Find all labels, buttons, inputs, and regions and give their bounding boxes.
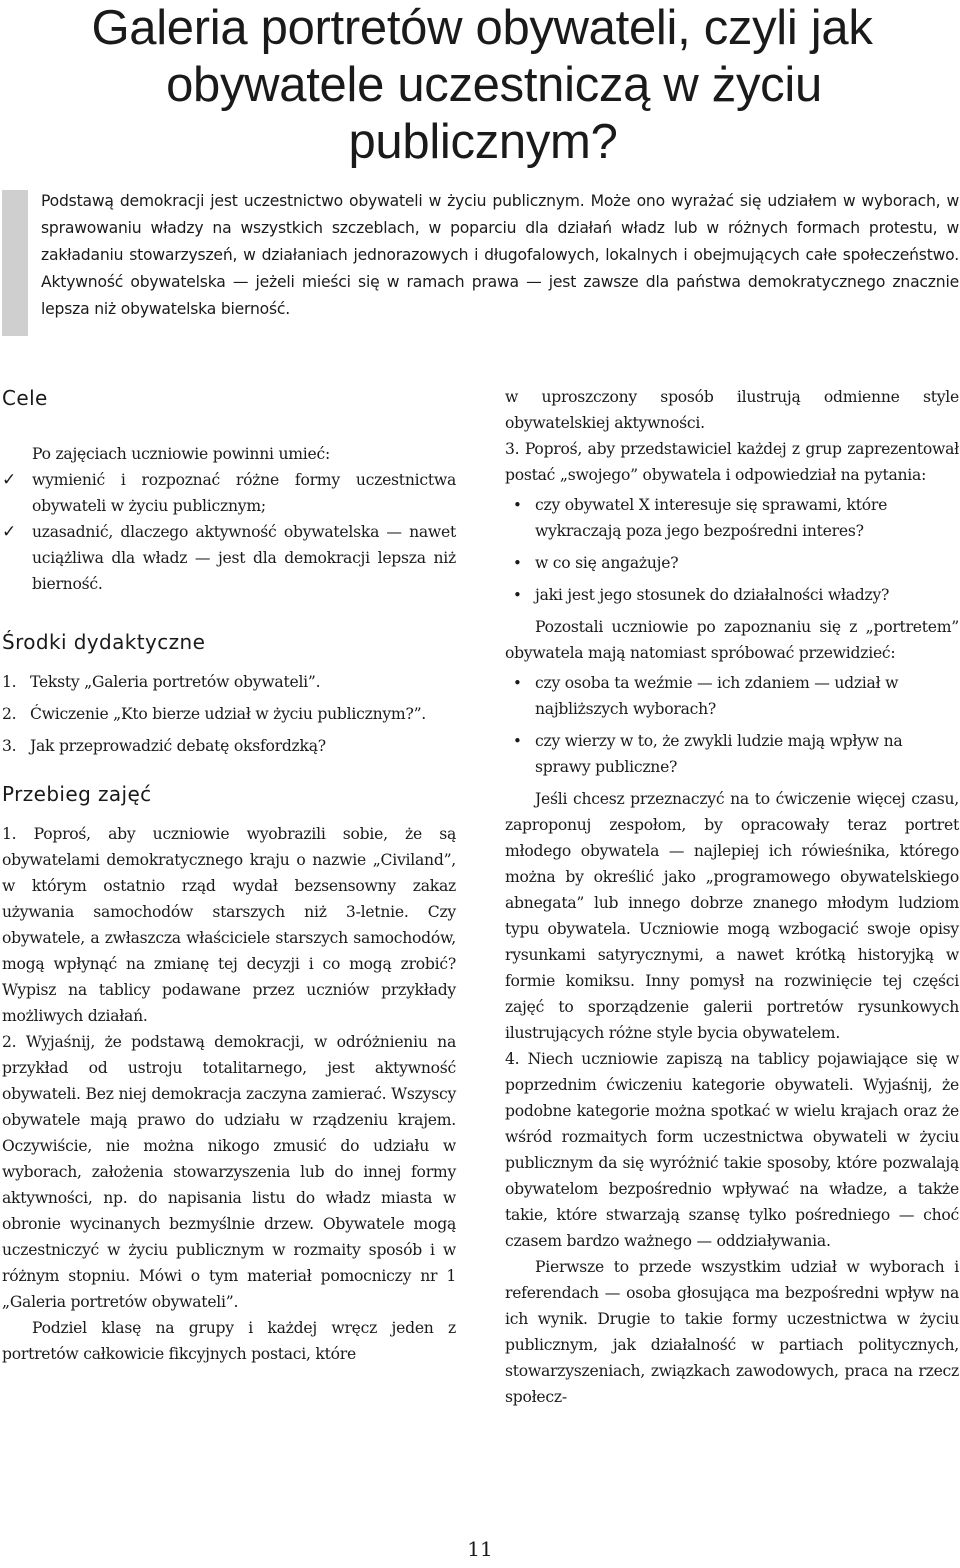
- bullet-icon: •: [513, 674, 522, 692]
- list-number: 3.: [2, 737, 17, 755]
- right-column: [505, 384, 959, 1410]
- przebieg-paragraph-3: Podziel klasę na grupy i każdej wręcz jeden z portretów całkowicie fikcyjnych postaci, które: [2, 1319, 456, 1363]
- srodki-list: [2, 669, 456, 759]
- left-column: [2, 383, 456, 1367]
- przebieg-paragraph-1: 1. Poproś, aby uczniowie wyobrazili sobie, że są obywatelami demokratycznego kraju o nazwie „Civiland”, w którym ostatnio rząd wydał bezsensowny zakaz używania samochodów starszych niż 3-letnie. Czy obywatele, a zwłaszcza właściciele starszych samochodów, mogą wpłynąć na zmianę tej decyzji i co mogą zrobić? Wypisz na tablicy podawane przez uczniów przykłady możliwych działań.: [2, 825, 456, 1025]
- questions-list-1: [505, 492, 959, 608]
- list-item: [2, 467, 456, 519]
- step-4-paragraph: 4. Niech uczniowie zapiszą na tablicy pojawiające się w poprzednim ćwiczeniu kategorie obywateli. Wyjaśnij, że podobne kategorie można spotkać w wielu krajach oraz że wśród rozmaitych form uczestnictwa obywateli w życiu publicznym da się wyróżnić takie sposoby, które pozwalają obywatelom bezpośrednio wpływać na władze, a także takie, które stwarzają szansę tylko pośredniego — choć czasem bardzo ważnego — oddziaływania.: [505, 1050, 959, 1250]
- intro-paragraph: Podstawą demokracji jest uczestnictwo obywateli w życiu publicznym. Może ono wyrażać się udziałem w wyborach, w sprawowaniu władzy na wszystkich szczeblach, w poparciu dla działań władz lub w różnych formach protestu, w zakładaniu stowarzyszeń, w działaniach jednorazowych i długofalowych, lokalnych i obejmujących całe społeczeństwo. Aktywność obywatelska — jeżeli mieści się w ramach prawa — jest zawsze dla państwa demokratycznego znacznie lepsza niż obywatelska bierność.: [41, 192, 959, 318]
- continued-paragraph: w uproszczony sposób ilustrują odmienne style obywatelskiej aktywności.: [505, 388, 959, 432]
- srodki-item-text: Ćwiczenie „Kto bierze udział w życiu publicznym?”.: [30, 705, 426, 723]
- cele-lead: Po zajęciach uczniowie powinni umieć:: [32, 445, 330, 463]
- question-text: w co się angażuje?: [535, 554, 679, 572]
- section-heading-przebieg: Przebieg zajęć: [2, 782, 152, 806]
- list-item: [505, 582, 959, 608]
- question-text: jaki jest jego stosunek do działalności władzy?: [535, 586, 890, 604]
- srodki-item-text: Jak przeprowadzić debatę oksfordzką?: [30, 737, 326, 755]
- bullet-icon: •: [513, 496, 522, 514]
- step-3-paragraph: 3. Poproś, aby przedstawiciel każdej z grup zaprezentował postać „swojego” obywatela i odpowiedział na pytania:: [505, 440, 959, 484]
- przebieg-paragraph-2: 2. Wyjaśnij, że podstawą demokracji, w odróżnieniu na przykład od ustroju totalitarnego, jest aktywność obywateli. Bez niej demokracja zaczyna zamierać. Wszyscy obywatele mają prawo do udziału w rządzeniu krajem. Oczywiście, nie można nikogo zmusić do udziału w wyborach, założenia stowarzyszenia lub do innej formy aktywności, np. do napisania listu do władz miasta w obronie wycinanych bezmyślnie drzew. Obywatele mogą uczestniczyć w życiu publicznym w rozmaity sposób i w różnym stopniu. Mówi o tym materiał pomocniczy nr 1 „Galeria portretów obywateli”.: [2, 1033, 456, 1311]
- bullet-icon: •: [513, 732, 522, 750]
- extra-time-paragraph: Jeśli chcesz przeznaczyć na to ćwiczenie więcej czasu, zaproponuj zespołom, by opracowały teraz portret młodego obywatela — najlepiej ich rówieśnika, którego można by określić jako „programowego obywatelskiego abnegata” lub innego dobrze znanego młodym ludziom typu obywatela. Uczniowie mogą wzbogacić swoje opisy rysunkami satyrycznymi, a nawet krótką historyjką w formie komiksu. Inny pomysł na rozwinięcie tej części zajęć to sporządzenie galerii portretów rysunkowych ilustrujących różne style bycia obywatelem.: [505, 790, 959, 1042]
- cele-list: [2, 467, 456, 597]
- bullet-icon: •: [513, 554, 522, 572]
- section-heading-srodki: Środki dydaktyczne: [2, 630, 206, 654]
- list-number: 2.: [2, 705, 17, 723]
- list-item: [505, 550, 959, 576]
- list-item: [2, 733, 456, 759]
- checkmark-icon: ✓: [2, 522, 16, 542]
- list-item: [505, 670, 959, 722]
- section-heading-cele: Cele: [2, 386, 48, 410]
- cele-item-text: wymienić i rozpoznać różne formy uczestnictwa obywateli w życiu publicznym;: [32, 471, 456, 515]
- list-item: [505, 492, 959, 544]
- others-paragraph: Pozostali uczniowie po zapoznaniu się z „portretem” obywatela mają natomiast spróbować przewidzieć:: [505, 618, 959, 662]
- list-item: [2, 669, 456, 695]
- page-title: [0, 0, 960, 171]
- intro-side-bar: [2, 190, 28, 336]
- question-text: czy wierzy w to, że zwykli ludzie mają wpływ na sprawy publiczne?: [535, 732, 903, 776]
- cele-item-text: uzasadnić, dlaczego aktywność obywatelska — nawet uciążliwa dla władz — jest dla demokracji lepsza niż bierność.: [32, 523, 456, 593]
- question-text: czy obywatel X interesuje się sprawami, które wykraczają poza jego bezpośredni interes?: [535, 496, 888, 540]
- list-item: [505, 728, 959, 780]
- title-line-3: publicznym?: [348, 115, 618, 169]
- bullet-icon: •: [513, 586, 522, 604]
- srodki-item-text: Teksty „Galeria portretów obywateli”.: [30, 673, 321, 691]
- list-number: 1.: [2, 673, 17, 691]
- questions-list-2: [505, 670, 959, 780]
- page-number: 11: [467, 1537, 493, 1561]
- title-line-1: Galeria portretów obywateli, czyli jak: [91, 1, 873, 55]
- first-forms-paragraph: Pierwsze to przede wszystkim udział w wyborach i referendach — osoba głosująca ma bezpośredni wpływ na ich wynik. Drugie to takie formy uczestnictwa w życiu publicznym, jak działalność w partiach politycznych, stowarzyszeniach, związkach zawodowych, praca na rzecz społecz-: [505, 1258, 959, 1406]
- title-line-2: obywatele uczestniczą w życiu: [166, 58, 822, 112]
- list-item: [2, 519, 456, 597]
- list-item: [2, 701, 456, 727]
- question-text: czy osoba ta weźmie — ich zdaniem — udział w najbliższych wyborach?: [535, 674, 899, 718]
- checkmark-icon: ✓: [2, 470, 16, 490]
